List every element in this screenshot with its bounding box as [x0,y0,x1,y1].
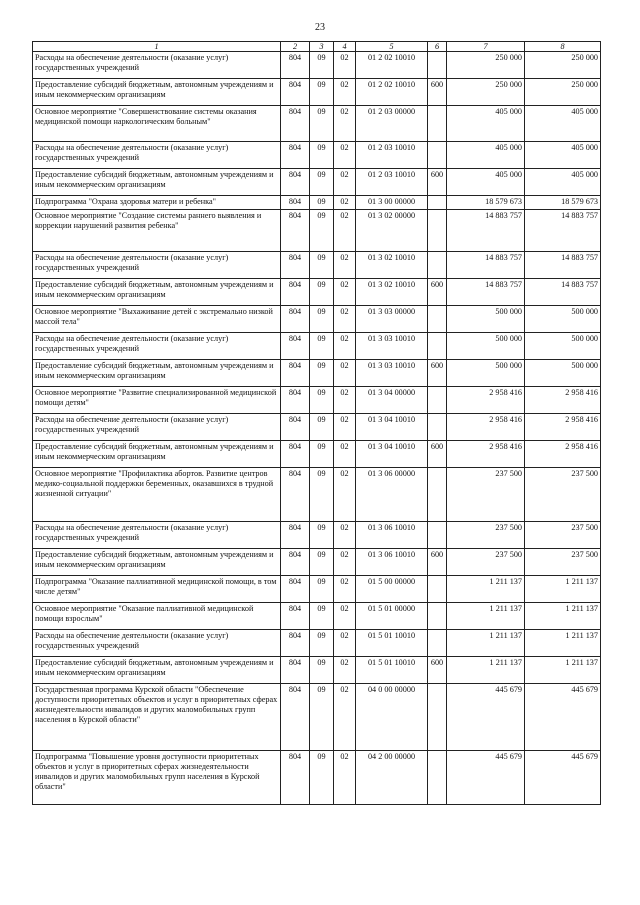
amount-cell: 405 000 [447,142,525,169]
table-row [33,252,601,279]
column-header: 3 [310,42,334,52]
table-row [33,684,601,751]
subsection-code-cell: 02 [334,684,356,751]
table-row [33,468,601,522]
expense-name-cell: Расходы на обеспечение деятельности (оказание услуг) государственных учреждений [33,333,281,360]
target-article-cell: 01 2 02 10010 [356,52,428,79]
amount-cell: 14 883 757 [447,252,525,279]
section-code-cell: 09 [310,210,334,252]
ministry-code-cell: 804 [281,441,310,468]
table-row [33,333,601,360]
expense-type-cell [428,387,447,414]
target-article-cell: 04 0 00 00000 [356,684,428,751]
expense-name-cell: Расходы на обеспечение деятельности (оказание услуг) государственных учреждений [33,252,281,279]
section-code-cell: 09 [310,169,334,196]
ministry-code-cell: 804 [281,576,310,603]
section-code-cell: 09 [310,468,334,522]
subsection-code-cell: 02 [334,79,356,106]
expense-type-cell: 600 [428,279,447,306]
ministry-code-cell: 804 [281,603,310,630]
table-row [33,306,601,333]
section-code-cell: 09 [310,751,334,805]
subsection-code-cell: 02 [334,106,356,142]
section-code-cell: 09 [310,630,334,657]
expense-type-cell: 600 [428,657,447,684]
amount-cell: 2 958 416 [447,387,525,414]
ministry-code-cell: 804 [281,387,310,414]
ministry-code-cell: 804 [281,52,310,79]
column-header: 1 [33,42,281,52]
section-code-cell: 09 [310,79,334,106]
ministry-code-cell: 804 [281,142,310,169]
target-article-cell: 01 5 01 10010 [356,657,428,684]
page-number: 23 [315,22,325,33]
column-header: 2 [281,42,310,52]
amount-cell: 1 211 137 [525,630,601,657]
expense-type-cell [428,106,447,142]
expense-name-cell: Основное мероприятие "Оказание паллиативной медицинской помощи взрослым" [33,603,281,630]
ministry-code-cell: 804 [281,252,310,279]
expense-name-cell: Основное мероприятие "Совершенствование системы оказания медицинской помощи наркологическим больным" [33,106,281,142]
column-header: 8 [525,42,601,52]
target-article-cell: 01 5 00 00000 [356,576,428,603]
amount-cell: 500 000 [447,306,525,333]
section-code-cell: 09 [310,387,334,414]
subsection-code-cell: 02 [334,751,356,805]
subsection-code-cell: 02 [334,657,356,684]
expense-name-cell: Расходы на обеспечение деятельности (оказание услуг) государственных учреждений [33,630,281,657]
amount-cell: 405 000 [525,169,601,196]
section-code-cell: 09 [310,684,334,751]
amount-cell: 405 000 [447,106,525,142]
section-code-cell: 09 [310,142,334,169]
ministry-code-cell: 804 [281,522,310,549]
expense-type-cell: 600 [428,169,447,196]
expense-type-cell: 600 [428,79,447,106]
section-code-cell: 09 [310,252,334,279]
ministry-code-cell: 804 [281,751,310,805]
expense-type-cell [428,751,447,805]
target-article-cell: 01 3 06 00000 [356,468,428,522]
amount-cell: 445 679 [447,751,525,805]
column-header: 4 [334,42,356,52]
expense-type-cell [428,52,447,79]
table-row [33,441,601,468]
target-article-cell: 01 3 04 10010 [356,414,428,441]
table-row [33,630,601,657]
table-row [33,210,601,252]
amount-cell: 250 000 [525,52,601,79]
amount-cell: 237 500 [525,468,601,522]
table-row [33,387,601,414]
amount-cell: 405 000 [447,169,525,196]
table-row [33,196,601,210]
target-article-cell: 01 3 06 10010 [356,549,428,576]
subsection-code-cell: 02 [334,603,356,630]
section-code-cell: 09 [310,657,334,684]
ministry-code-cell: 804 [281,306,310,333]
target-article-cell: 01 3 02 10010 [356,252,428,279]
subsection-code-cell: 02 [334,279,356,306]
ministry-code-cell: 804 [281,196,310,210]
subsection-code-cell: 02 [334,252,356,279]
subsection-code-cell: 02 [334,52,356,79]
target-article-cell: 01 2 03 00000 [356,106,428,142]
expense-name-cell: Основное мероприятие "Развитие специализированной медицинской помощи детям" [33,387,281,414]
section-code-cell: 09 [310,549,334,576]
subsection-code-cell: 02 [334,441,356,468]
amount-cell: 2 958 416 [525,441,601,468]
amount-cell: 445 679 [447,684,525,751]
amount-cell: 500 000 [525,306,601,333]
target-article-cell: 01 3 03 00000 [356,306,428,333]
ministry-code-cell: 804 [281,630,310,657]
subsection-code-cell: 02 [334,210,356,252]
ministry-code-cell: 804 [281,468,310,522]
amount-cell: 500 000 [525,360,601,387]
amount-cell: 237 500 [447,522,525,549]
section-code-cell: 09 [310,106,334,142]
table-header-row [33,42,601,52]
section-code-cell: 09 [310,333,334,360]
target-article-cell: 01 3 03 10010 [356,333,428,360]
expense-type-cell [428,468,447,522]
ministry-code-cell: 804 [281,106,310,142]
subsection-code-cell: 02 [334,576,356,603]
table-body [33,52,601,805]
amount-cell: 1 211 137 [447,630,525,657]
amount-cell: 14 883 757 [525,252,601,279]
table-row [33,279,601,306]
expense-name-cell: Основное мероприятие "Выхаживание детей с экстремально низкой массой тела" [33,306,281,333]
column-header: 6 [428,42,447,52]
amount-cell: 237 500 [525,522,601,549]
expense-name-cell: Предоставление субсидий бюджетным, автономным учреждениям и иным некоммерческим организациям [33,657,281,684]
amount-cell: 237 500 [447,549,525,576]
section-code-cell: 09 [310,576,334,603]
ministry-code-cell: 804 [281,549,310,576]
budget-table [32,41,601,805]
table-row [33,576,601,603]
amount-cell: 250 000 [447,52,525,79]
subsection-code-cell: 02 [334,387,356,414]
amount-cell: 1 211 137 [525,657,601,684]
target-article-cell: 01 2 03 10010 [356,169,428,196]
expense-type-cell [428,306,447,333]
table-row [33,603,601,630]
expense-name-cell: Расходы на обеспечение деятельности (оказание услуг) государственных учреждений [33,414,281,441]
target-article-cell: 01 3 04 00000 [356,387,428,414]
section-code-cell: 09 [310,441,334,468]
target-article-cell: 01 2 02 10010 [356,79,428,106]
ministry-code-cell: 804 [281,210,310,252]
section-code-cell: 09 [310,279,334,306]
table-row [33,522,601,549]
amount-cell: 405 000 [525,106,601,142]
subsection-code-cell: 02 [334,468,356,522]
amount-cell: 250 000 [447,79,525,106]
table-row [33,169,601,196]
expense-name-cell: Предоставление субсидий бюджетным, автономным учреждениям и иным некоммерческим организациям [33,279,281,306]
ministry-code-cell: 804 [281,169,310,196]
amount-cell: 500 000 [525,333,601,360]
expense-name-cell: Подпрограмма "Охрана здоровья матери и ребенка" [33,196,281,210]
amount-cell: 237 500 [525,549,601,576]
expense-type-cell: 600 [428,441,447,468]
amount-cell: 18 579 673 [525,196,601,210]
target-article-cell: 01 3 02 10010 [356,279,428,306]
ministry-code-cell: 804 [281,333,310,360]
target-article-cell: 01 3 04 10010 [356,441,428,468]
amount-cell: 14 883 757 [447,279,525,306]
ministry-code-cell: 804 [281,684,310,751]
amount-cell: 2 958 416 [447,414,525,441]
table-row [33,414,601,441]
section-code-cell: 09 [310,522,334,549]
ministry-code-cell: 804 [281,657,310,684]
target-article-cell: 01 2 03 10010 [356,142,428,169]
target-article-cell: 01 3 02 00000 [356,210,428,252]
expense-type-cell: 600 [428,360,447,387]
expense-name-cell: Расходы на обеспечение деятельности (оказание услуг) государственных учреждений [33,142,281,169]
subsection-code-cell: 02 [334,549,356,576]
expense-type-cell [428,414,447,441]
expense-name-cell: Расходы на обеспечение деятельности (оказание услуг) государственных учреждений [33,52,281,79]
amount-cell: 14 883 757 [525,210,601,252]
amount-cell: 18 579 673 [447,196,525,210]
target-article-cell: 01 3 06 10010 [356,522,428,549]
amount-cell: 1 211 137 [525,603,601,630]
expense-name-cell: Предоставление субсидий бюджетным, автономным учреждениям и иным некоммерческим организациям [33,549,281,576]
amount-cell: 237 500 [447,468,525,522]
expense-name-cell: Предоставление субсидий бюджетным, автономным учреждениям и иным некоммерческим организациям [33,79,281,106]
subsection-code-cell: 02 [334,630,356,657]
amount-cell: 250 000 [525,79,601,106]
table-row [33,360,601,387]
expense-type-cell [428,252,447,279]
column-header: 5 [356,42,428,52]
ministry-code-cell: 804 [281,414,310,441]
target-article-cell: 01 3 00 00000 [356,196,428,210]
amount-cell: 405 000 [525,142,601,169]
section-code-cell: 09 [310,306,334,333]
subsection-code-cell: 02 [334,360,356,387]
expense-name-cell: Основное мероприятие "Создание системы раннего выявления и коррекции нарушений развития ребенка" [33,210,281,252]
subsection-code-cell: 02 [334,169,356,196]
section-code-cell: 09 [310,603,334,630]
expense-name-cell: Основное мероприятие "Профилактика абортов. Развитие центров медико-социальной поддержки беременных, оказавшихся в трудной жизненной ситуации" [33,468,281,522]
amount-cell: 500 000 [447,333,525,360]
target-article-cell: 04 2 00 00000 [356,751,428,805]
table-row [33,657,601,684]
amount-cell: 2 958 416 [447,441,525,468]
expense-name-cell: Подпрограмма "Оказание паллиативной медицинской помощи, в том числе детям" [33,576,281,603]
amount-cell: 2 958 416 [525,414,601,441]
amount-cell: 1 211 137 [447,576,525,603]
expense-type-cell [428,576,447,603]
amount-cell: 14 883 757 [447,210,525,252]
table-row [33,79,601,106]
table-row [33,52,601,79]
amount-cell: 445 679 [525,684,601,751]
subsection-code-cell: 02 [334,306,356,333]
ministry-code-cell: 804 [281,279,310,306]
section-code-cell: 09 [310,196,334,210]
expense-type-cell [428,684,447,751]
subsection-code-cell: 02 [334,522,356,549]
table-row [33,142,601,169]
table-row [33,751,601,805]
subsection-code-cell: 02 [334,196,356,210]
amount-cell: 2 958 416 [525,387,601,414]
expense-type-cell [428,142,447,169]
expense-name-cell: Государственная программа Курской области "Обеспечение доступности приоритетных объектов и услуг в приоритетных сферах жизнедеятельности инвалидов и других маломобильных групп населения в Курской области" [33,684,281,751]
amount-cell: 14 883 757 [525,279,601,306]
section-code-cell: 09 [310,414,334,441]
amount-cell: 1 211 137 [447,603,525,630]
target-article-cell: 01 3 03 10010 [356,360,428,387]
expense-type-cell [428,210,447,252]
expense-name-cell: Предоставление субсидий бюджетным, автономным учреждениям и иным некоммерческим организациям [33,360,281,387]
column-header: 7 [447,42,525,52]
expense-name-cell: Подпрограмма "Повышение уровня доступности приоритетных объектов и услуг в приоритетных сферах жизнедеятельности инвалидов и других маломобильных групп населения в Курской области" [33,751,281,805]
target-article-cell: 01 5 01 10010 [356,630,428,657]
amount-cell: 1 211 137 [447,657,525,684]
expense-type-cell [428,630,447,657]
table-row [33,106,601,142]
section-code-cell: 09 [310,52,334,79]
expense-type-cell [428,603,447,630]
expense-name-cell: Расходы на обеспечение деятельности (оказание услуг) государственных учреждений [33,522,281,549]
amount-cell: 500 000 [447,360,525,387]
amount-cell: 1 211 137 [525,576,601,603]
expense-type-cell [428,333,447,360]
subsection-code-cell: 02 [334,414,356,441]
table-row [33,549,601,576]
ministry-code-cell: 804 [281,79,310,106]
target-article-cell: 01 5 01 00000 [356,603,428,630]
expense-name-cell: Предоставление субсидий бюджетным, автономным учреждениям и иным некоммерческим организациям [33,169,281,196]
subsection-code-cell: 02 [334,333,356,360]
expense-type-cell [428,196,447,210]
expense-type-cell [428,522,447,549]
subsection-code-cell: 02 [334,142,356,169]
section-code-cell: 09 [310,360,334,387]
ministry-code-cell: 804 [281,360,310,387]
expense-name-cell: Предоставление субсидий бюджетным, автономным учреждениям и иным некоммерческим организациям [33,441,281,468]
amount-cell: 445 679 [525,751,601,805]
expense-type-cell: 600 [428,549,447,576]
